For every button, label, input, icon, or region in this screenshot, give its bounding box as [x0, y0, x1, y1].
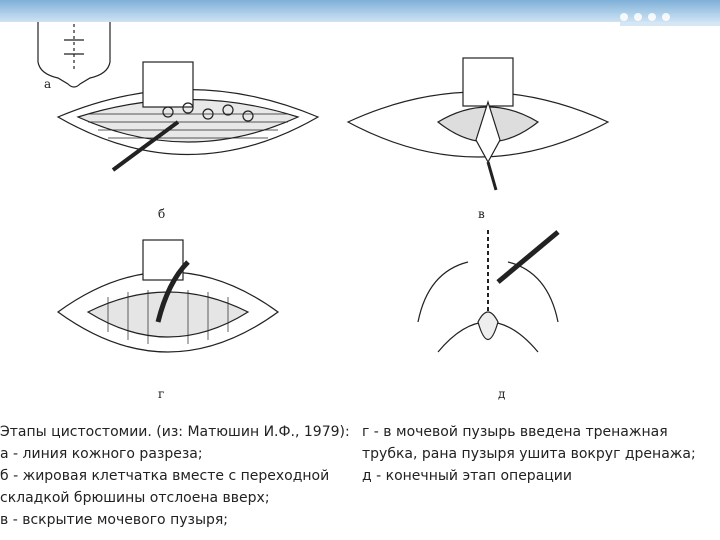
panel-d — [418, 230, 558, 401]
caption-line: в - вскрытие мочевого пузыря; — [0, 512, 229, 528]
caption-line: б - жировая клетчатка вместе с переходной — [0, 468, 330, 484]
slide-header-band — [0, 0, 720, 22]
caption-line: складкой брюшины отслоена вверх; — [0, 490, 270, 506]
panel-b — [58, 62, 318, 221]
panel-label-g: г — [158, 387, 165, 401]
slide-accent-rule — [620, 22, 720, 26]
panel-g — [58, 240, 278, 401]
decorative-dots — [614, 6, 714, 16]
caption-line: а - линия кожного разреза; — [0, 446, 203, 462]
caption-line: Этапы цистостомии. (из: Матюшин И.Ф., 1979): — [0, 424, 350, 440]
panel-a — [38, 22, 110, 91]
caption-line: д - конечный этап операции — [362, 468, 572, 484]
caption-line: трубка, рана пузыря ушита вокруг дренажа; — [362, 446, 696, 462]
caption-line: г - в мочевой пузырь введена тренажная — [362, 424, 668, 440]
panel-v — [348, 58, 608, 221]
surgical-illustration — [18, 22, 614, 402]
panel-label-b: б — [158, 207, 166, 221]
caption-left-column — [0, 421, 360, 531]
caption-right-column — [362, 421, 720, 487]
panel-label-a: а — [44, 77, 52, 91]
panel-label-d: д — [498, 387, 506, 401]
panel-label-v: в — [478, 207, 485, 221]
